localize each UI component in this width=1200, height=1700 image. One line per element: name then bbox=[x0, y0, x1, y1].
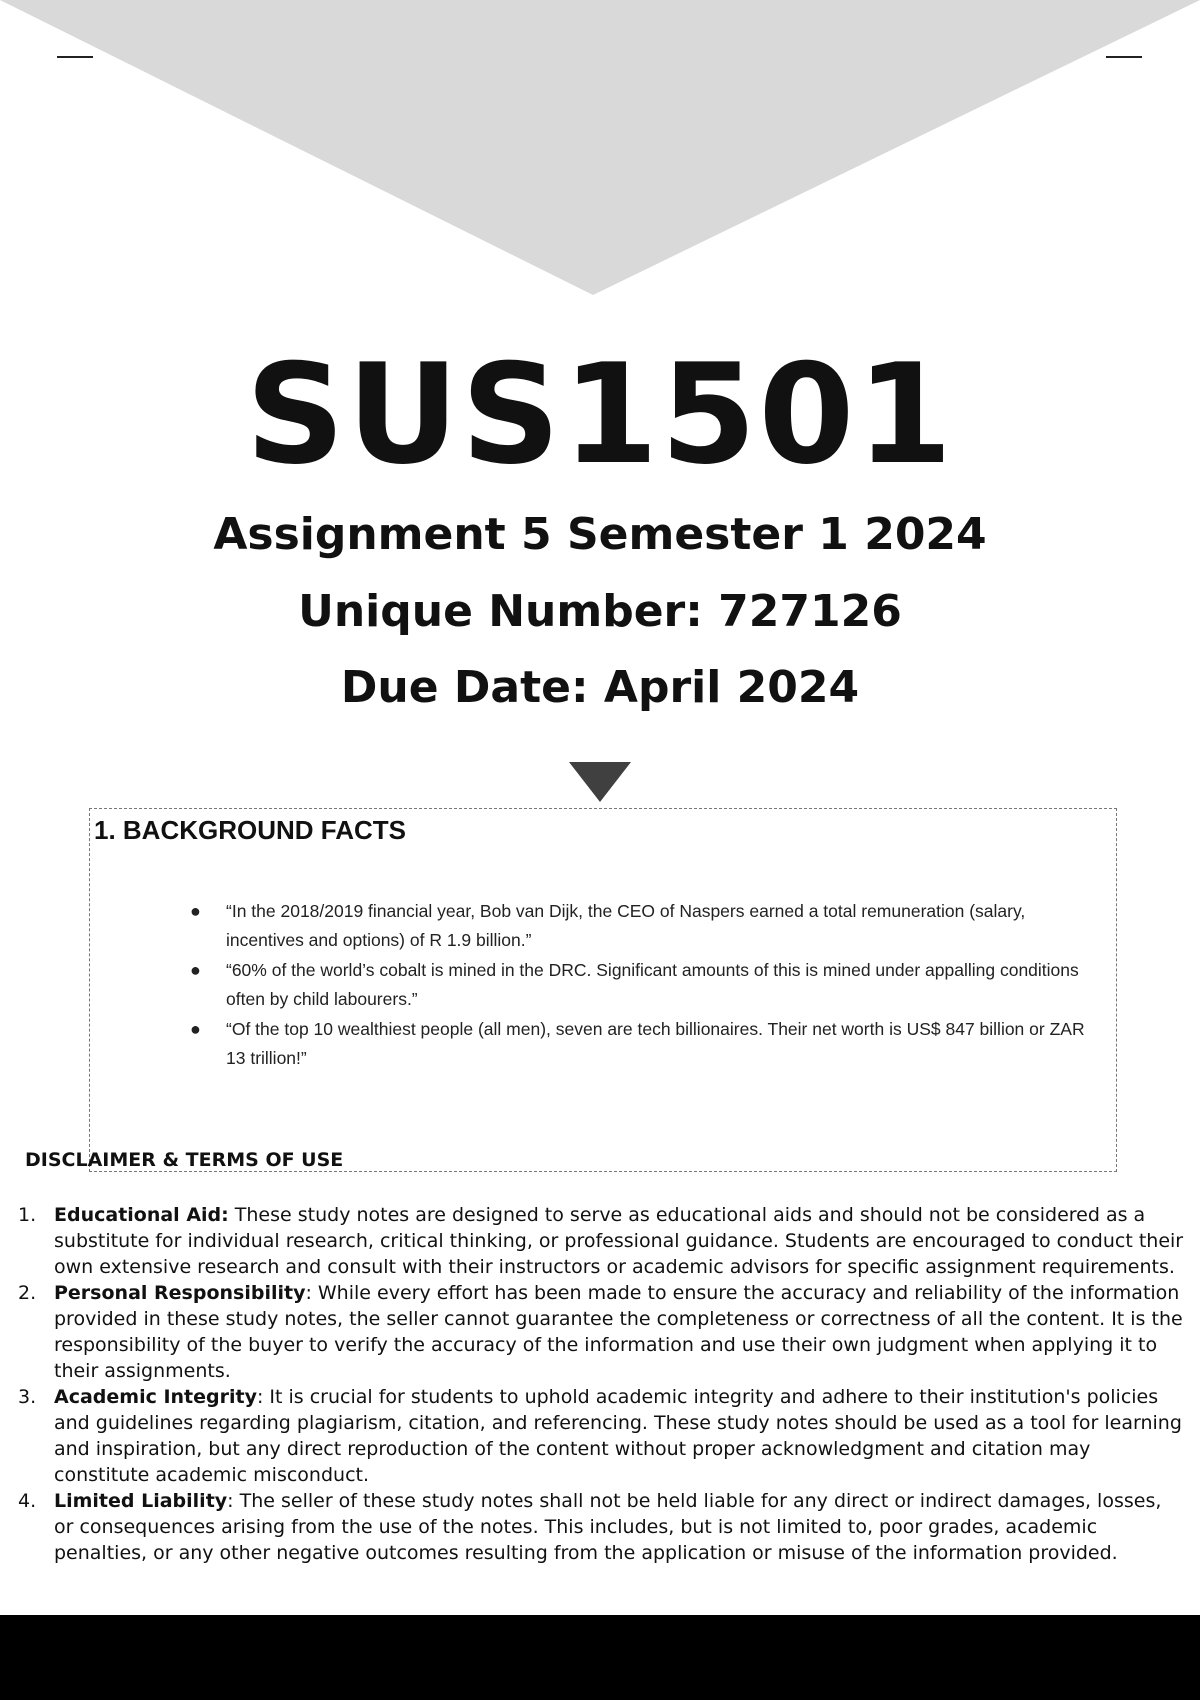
terms-item-term: Academic Integrity bbox=[54, 1386, 257, 1408]
bullet-icon: ● bbox=[190, 1019, 201, 1039]
bullet-icon: ● bbox=[190, 960, 201, 980]
bottom-black-bar bbox=[0, 1615, 1200, 1700]
bullet-icon: ● bbox=[190, 901, 201, 921]
terms-item-number: 4. bbox=[18, 1490, 37, 1512]
terms-item-term: Limited Liability bbox=[54, 1490, 228, 1512]
fact-item bbox=[190, 897, 1100, 955]
down-arrow-icon bbox=[569, 762, 631, 802]
fact-text: “In the 2018/2019 financial year, Bob van Dijk, the CEO of Naspers earned a total remuneration (salary, incentives and options) of R 1.9 billion.” bbox=[226, 901, 1026, 950]
terms-item-number: 3. bbox=[18, 1386, 37, 1408]
decorative-chevron-banner bbox=[0, 0, 1200, 300]
unique-number-line: Unique Number: 727126 bbox=[298, 586, 902, 637]
corner-rule-right bbox=[1106, 56, 1142, 58]
due-date-line: Due Date: April 2024 bbox=[340, 662, 860, 713]
terms-item-number: 2. bbox=[18, 1282, 37, 1304]
background-facts-list bbox=[190, 897, 1100, 1074]
fact-item bbox=[190, 1015, 1100, 1073]
fact-item bbox=[190, 956, 1100, 1014]
terms-item-text: These study notes are designed to serve as educational aids and should not be considered as a substitute for individual research, critical thinking, or professional guidance. Students are encouraged to conduct their own extensive research and consult with their instructors or academic advisors for specific assignment requirements. bbox=[54, 1204, 1184, 1278]
background-facts-heading: 1. BACKGROUND FACTS bbox=[94, 815, 407, 845]
fact-text: “Of the top 10 wealthiest people (all men), seven are tech billionaires. Their net worth is US$ 847 billion or ZAR 13 trillion!” bbox=[226, 1019, 1085, 1068]
fact-text: “60% of the world’s cobalt is mined in the DRC. Significant amounts of this is mined under appalling conditions often by child labourers.” bbox=[226, 960, 1079, 1009]
terms-item-text: : While every effort has been made to ensure the accuracy and reliability of the information provided in these study notes, the seller cannot guarantee the completeness or correctness of all the content. It is the responsibility of the buyer to verify the accuracy of the information and use their own judgment when applying it to their assignments. bbox=[54, 1282, 1183, 1382]
terms-item bbox=[16, 1202, 1186, 1280]
background-facts-box bbox=[89, 808, 1117, 1172]
chevron-shape bbox=[0, 0, 1200, 295]
terms-item-term: Educational Aid: bbox=[54, 1204, 229, 1226]
terms-item-text: : It is crucial for students to uphold academic integrity and adhere to their institution's policies and guidelines regarding plagiarism, citation, and referencing. These study notes should be used as a tool for learning and inspiration, but any direct reproduction of the content without proper acknowledgment and citation may constitute academic misconduct. bbox=[54, 1386, 1182, 1486]
terms-item-text: : The seller of these study notes shall not be held liable for any direct or indirect damages, losses, or consequences arising from the use of the notes. This includes, but is not limited to, poor grades, academic penalties, or any other negative outcomes resulting from the application or misuse of the information provided. bbox=[54, 1490, 1162, 1564]
disclaimer-terms-list bbox=[16, 1202, 1186, 1566]
course-code-title: SUS1501 bbox=[245, 334, 955, 495]
terms-item-number: 1. bbox=[18, 1204, 37, 1226]
terms-item bbox=[16, 1280, 1186, 1384]
disclaimer-heading: DISCLAIMER & TERMS OF USE bbox=[25, 1149, 344, 1171]
assignment-line: Assignment 5 Semester 1 2024 bbox=[213, 509, 987, 560]
terms-item bbox=[16, 1384, 1186, 1488]
corner-rule-left bbox=[57, 56, 93, 58]
terms-item-term: Personal Responsibility bbox=[54, 1282, 306, 1304]
terms-item bbox=[16, 1488, 1186, 1566]
